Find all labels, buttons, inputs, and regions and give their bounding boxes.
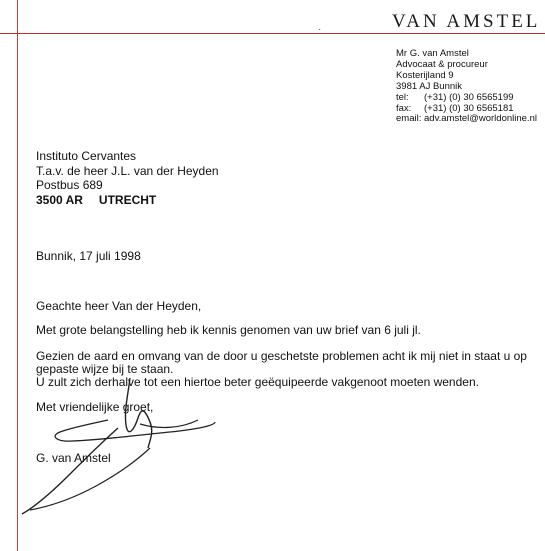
contact-block — [396, 49, 537, 125]
fax-label: fax: — [396, 102, 412, 114]
recipient-line2: T.a.v. de heer J.L. van der Heyden — [36, 163, 219, 178]
tel-value: (+31) (0) 30 6565199 — [424, 91, 514, 103]
recipient-city: UTRECHT — [98, 192, 157, 207]
recipient-address — [36, 149, 219, 207]
closing: Met vriendelijke groet, — [36, 400, 154, 414]
recipient-line3: Postbus 689 — [36, 178, 103, 192]
recipient-postcode-city — [36, 193, 219, 208]
paragraph-2-line-1: Gezien de aard en omvang van de door u geschetste problemen acht ik mij niet in staat u op — [36, 349, 527, 363]
tel-label: tel: — [396, 91, 409, 103]
contact-tel-row — [396, 93, 537, 104]
signatory-name: G. van Amstel — [36, 451, 111, 465]
letterhead-mark: · — [318, 24, 322, 35]
recipient-line1: Instituto Cervantes — [36, 149, 137, 163]
recipient-postcode: 3500 AR — [36, 192, 83, 207]
contact-email-row — [396, 114, 537, 125]
paragraph-1: Met grote belangstelling heb ik kennis genomen van uw brief van 6 juli jl. — [36, 323, 421, 337]
email-value: adv.amstel@worldonline.nl — [424, 113, 537, 125]
letterhead-brand: VAN AMSTEL — [392, 11, 541, 32]
paragraph-2-line-2: gepaste wijze bij te staan. — [36, 362, 174, 376]
paragraph-3: U zult zich derhalve tot een hiertoe beter geëquipeerde vakgenoot moeten wenden. — [36, 375, 479, 389]
contact-name: Mr G. van Amstel — [396, 48, 469, 59]
fax-value: (+31) (0) 30 6565181 — [424, 102, 514, 114]
email-label: email: — [396, 113, 422, 125]
margin-rule-vertical — [17, 0, 18, 551]
contact-street: Kosterijland 9 — [396, 69, 454, 81]
contact-title: Advocaat & procureur — [396, 58, 488, 70]
letter-date: Bunnik, 17 juli 1998 — [36, 249, 141, 263]
contact-city: 3981 AJ Bunnik — [396, 80, 463, 92]
salutation: Geachte heer Van der Heyden, — [36, 299, 202, 313]
header-rule-horizontal — [0, 33, 545, 34]
